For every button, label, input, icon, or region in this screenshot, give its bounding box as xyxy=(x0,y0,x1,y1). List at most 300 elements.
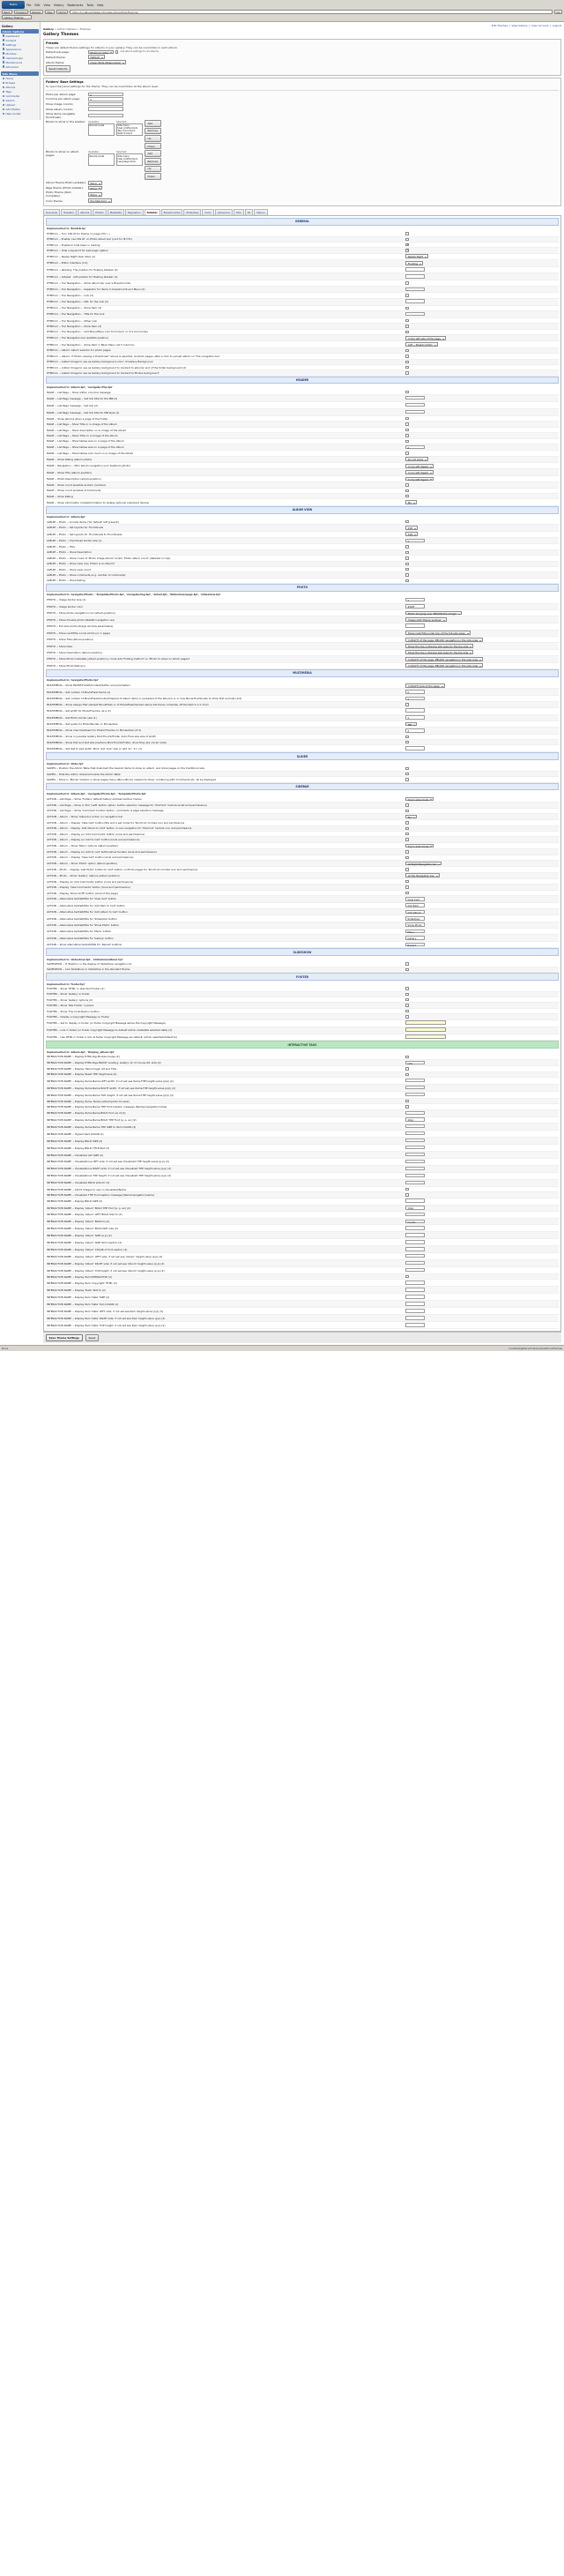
setting-checkbox[interactable] xyxy=(405,551,408,554)
setting-input[interactable] xyxy=(405,410,425,414)
setting-label: FOOTER -- Show 'HTML' in standard Footer (2) xyxy=(46,986,404,991)
setting-label: ACTION -- Alternative text/alt/title for 'Gallery' button xyxy=(46,935,404,941)
tab-headers[interactable]: Headers xyxy=(61,209,77,215)
setting-checkbox[interactable] xyxy=(405,987,408,989)
move-block-up-button[interactable]: Up xyxy=(145,135,161,142)
setting-checkbox[interactable] xyxy=(405,868,408,870)
setting-input[interactable] xyxy=(405,1316,425,1320)
tab-albums[interactable]: Albums xyxy=(78,209,92,215)
sidebar-item-label: Home xyxy=(5,76,14,80)
setting-input[interactable]: 1 xyxy=(405,598,425,602)
setting-checkbox[interactable] xyxy=(405,573,408,576)
setting-checkbox[interactable] xyxy=(405,325,408,327)
setting-input[interactable] xyxy=(405,1198,425,1203)
top-links[interactable]: Edit Themes | View Gallery | User Account | Logout xyxy=(491,24,561,27)
setting-input[interactable]: Show Photo xyxy=(405,922,425,927)
album-theme-photo-select[interactable]: None xyxy=(88,181,102,185)
setting-checkbox[interactable] xyxy=(405,773,408,775)
setting-checkbox[interactable] xyxy=(405,1067,408,1070)
setting-checkbox[interactable] xyxy=(405,810,408,812)
setting-input[interactable] xyxy=(405,1226,425,1230)
save-theme-settings-button[interactable]: Save Theme Settings xyxy=(46,1334,83,1341)
setting-label: HTMfrom -- Tier Navigation -- Show Item (2) xyxy=(46,305,404,310)
setting-input[interactable] xyxy=(405,1281,425,1285)
setting-checkbox[interactable] xyxy=(405,319,408,322)
setting-checkbox[interactable] xyxy=(405,429,408,431)
setting-select[interactable]: In my left digest xyxy=(405,470,433,474)
setting-checkbox[interactable] xyxy=(405,520,408,523)
setting-input[interactable]: Center xyxy=(405,1220,425,1224)
setting-select[interactable]: In the left side of the page xyxy=(405,336,446,340)
setting-checkbox[interactable] xyxy=(405,885,408,888)
setting-input[interactable] xyxy=(405,1240,425,1244)
setting-select[interactable]: No xyxy=(405,500,416,504)
setting-select[interactable]: In my left digest xyxy=(405,464,433,468)
setting-checkbox[interactable] xyxy=(405,821,408,824)
setting-label: ALBUM -- Photo -- Title xyxy=(46,544,404,549)
bullet-icon xyxy=(3,82,5,85)
bullet-icon xyxy=(3,78,5,80)
list-item[interactable]: Recent posts xyxy=(89,124,105,128)
setting-input[interactable] xyxy=(405,1139,425,1143)
color-theme-select[interactable]: Pre-Standard xyxy=(88,198,112,203)
setting-input[interactable] xyxy=(405,1034,446,1039)
setting-input[interactable]: side xyxy=(405,1061,425,1065)
setting-input[interactable]: Add Item xyxy=(405,903,425,907)
setting-checkbox[interactable] xyxy=(405,741,408,743)
settings-row xyxy=(46,1138,559,1145)
menu-file[interactable]: File xyxy=(26,3,32,7)
default-subpage-select[interactable]: Photo (or side) xyxy=(88,50,114,55)
setting-control-cell xyxy=(404,1211,559,1218)
setting-input[interactable]: #DDF xyxy=(405,604,425,609)
setting-checkbox[interactable] xyxy=(405,422,408,425)
field-label: Show image column: xyxy=(46,102,74,107)
home-icon[interactable]: Home xyxy=(56,10,68,14)
setting-checkbox[interactable] xyxy=(405,1105,408,1108)
setting-input[interactable] xyxy=(405,1020,446,1025)
settings-row xyxy=(46,860,559,866)
base-settings-panel xyxy=(43,78,561,207)
menu-view[interactable]: View xyxy=(43,3,51,7)
photo-per-album-page-input[interactable]: 9 xyxy=(88,93,123,97)
columns-per-album-page-input[interactable]: 3 xyxy=(88,97,123,101)
sidebar-head-site: Site Menu xyxy=(1,71,39,76)
setting-checkbox[interactable] xyxy=(405,827,408,830)
settings-row xyxy=(46,456,559,462)
setting-checkbox[interactable] xyxy=(405,563,408,565)
setting-checkbox[interactable] xyxy=(405,1193,408,1196)
setting-input[interactable] xyxy=(405,1131,425,1136)
setting-input[interactable] xyxy=(405,274,425,279)
tab-pagination[interactable]: Pagination xyxy=(125,209,144,215)
sidebar-item-label: Modules xyxy=(5,51,17,56)
setting-checkbox[interactable] xyxy=(405,838,408,840)
setting-input[interactable] xyxy=(405,623,425,628)
setting-input[interactable] xyxy=(405,396,425,400)
menu-bookmarks[interactable]: Bookmarks xyxy=(67,3,84,7)
setting-input[interactable]: 1 xyxy=(405,715,425,720)
setting-input[interactable] xyxy=(405,1111,425,1116)
bullet-icon xyxy=(3,43,5,46)
setting-control-cell xyxy=(404,469,559,475)
setting-checkbox[interactable] xyxy=(405,1015,408,1018)
setting-checkbox[interactable] xyxy=(405,1275,408,1278)
setting-input[interactable]: Add Album xyxy=(405,910,425,915)
menu-help[interactable]: Help xyxy=(97,3,104,7)
move-album-block-down-button[interactable]: Down xyxy=(145,173,161,180)
setting-checkbox[interactable] xyxy=(405,483,408,486)
list-item[interactable]: Site menu xyxy=(117,154,130,158)
setting-input[interactable] xyxy=(405,1323,425,1327)
page-body xyxy=(0,22,564,1345)
setting-label: INTERACTIVE-NAME -- Display Items-Name RIGHT width: if not set see Items-THE height-value (p/p) (2) xyxy=(46,1085,404,1092)
setting-control-cell xyxy=(404,662,559,668)
setting-select[interactable]: Show the top in-the-top site area for the top side xyxy=(405,650,473,654)
setting-input[interactable] xyxy=(405,1027,446,1032)
settings-row xyxy=(46,929,559,935)
setting-checkbox[interactable] xyxy=(405,998,408,1001)
address-bar[interactable]: http://localhost/gallery3/index.php/admin/themes xyxy=(70,10,553,14)
settings-row xyxy=(46,531,559,537)
setting-label: HTMfrom -- Tier Navigation -- Separator for items in breadcrumb and Menu (2) xyxy=(46,286,404,292)
setting-checkbox[interactable] xyxy=(405,968,408,971)
browser-tab[interactable]: Gallery Themes xyxy=(2,15,32,19)
setting-input[interactable]: 1 xyxy=(405,697,425,701)
setting-input[interactable]: Slideshow xyxy=(405,916,425,921)
tab-breadcrumbs[interactable]: Breadcrumbs xyxy=(161,209,183,215)
setting-input[interactable]: View Cart xyxy=(405,897,425,901)
setting-checkbox[interactable] xyxy=(405,579,408,582)
setting-select[interactable]: Resize Right xyxy=(405,254,428,258)
setting-checkbox[interactable] xyxy=(405,238,408,241)
section-implemented-note: Implemented in 'slideshow.tpl', 'slideshow/album.tpl' xyxy=(47,957,123,961)
setting-select[interactable]: top in side mode xyxy=(405,797,434,802)
show-album-column-input[interactable] xyxy=(88,107,123,111)
setting-checkbox[interactable] xyxy=(405,294,408,296)
settings-table xyxy=(46,597,559,669)
setting-select[interactable]: No xyxy=(405,815,416,819)
row-album-theme-photo xyxy=(46,181,559,185)
menu-edit[interactable]: Edit xyxy=(34,3,41,7)
tab-menus[interactable]: Menus xyxy=(254,209,267,215)
section-implemented-note: Implemented in 'album.tpl', 'navigate/Photo.tpl', 'Template/Photo.tpl' xyxy=(47,792,147,796)
setting-label: MAGE -- Show albums when a page of the Folder xyxy=(46,416,404,422)
setting-label: MAGE -- List Page -- Show tables size on in-page of the Album xyxy=(46,438,404,444)
setting-control-cell xyxy=(404,253,559,259)
setting-checkbox[interactable] xyxy=(405,545,408,548)
setting-select[interactable]: Photo bringing over 'BELOW the image' xyxy=(405,611,462,616)
setting-checkbox[interactable] xyxy=(405,1010,408,1012)
setting-input[interactable] xyxy=(405,1160,425,1164)
list-item[interactable]: Language block xyxy=(117,160,137,163)
setting-checkbox[interactable] xyxy=(405,249,408,251)
setting-label: MAGE -- List Page message -- Set link title for MB style (2) xyxy=(46,409,404,416)
setting-checkbox[interactable] xyxy=(405,232,408,235)
tab-alt[interactable]: Alt xyxy=(245,209,254,215)
setting-select[interactable]: 100 xyxy=(405,526,418,530)
selected-album-blocks-list[interactable] xyxy=(116,153,143,166)
settings-row xyxy=(46,872,559,878)
setting-input[interactable] xyxy=(405,1295,425,1299)
setting-checkbox[interactable] xyxy=(405,440,408,443)
setting-input[interactable]: Menu xyxy=(405,930,425,934)
setting-input[interactable]: Gallery xyxy=(405,936,425,940)
settings-row xyxy=(46,915,559,922)
setting-select[interactable]: In my left digest xyxy=(405,477,433,482)
setting-select[interactable]: Left -- Breadcrumbs xyxy=(405,342,437,347)
sidebar-item-help-center[interactable] xyxy=(1,111,39,116)
setting-select[interactable]: at Top Navigation bar xyxy=(405,873,439,877)
setting-select[interactable]: In RIGHT of the page, BELOW navigation in the side area xyxy=(405,663,483,668)
setting-checkbox[interactable] xyxy=(405,1100,408,1102)
setting-select[interactable]: Image with 'Popup window' xyxy=(405,617,447,622)
setting-label: FOOTER -- Show 'The Contribution' button xyxy=(46,1008,404,1013)
remove-album-block-button[interactable]: Remove xyxy=(145,158,161,165)
setting-checkbox[interactable] xyxy=(405,833,408,835)
setting-checkbox[interactable] xyxy=(405,281,408,284)
setting-input[interactable]: Reload xyxy=(405,943,425,947)
setting-checkbox[interactable] xyxy=(405,417,408,420)
list-item[interactable]: Site menu xyxy=(117,124,130,128)
setting-control-cell xyxy=(404,456,559,462)
setting-control-cell xyxy=(404,1124,559,1131)
setting-label: PHOTO -- Show Photo metadata (album-position) / must add 'Folding method' on 'Photo' to show on which pages? xyxy=(46,656,404,662)
setting-checkbox[interactable] xyxy=(405,856,408,859)
browser-menubar[interactable] xyxy=(26,4,103,7)
tab-slideshow[interactable]: Slideshow xyxy=(183,209,201,215)
setting-label: PHOTO -- Show full-size photo (WebKit navigation css) xyxy=(46,616,404,623)
setting-label: MAGE -- List Page message -- Set link (2) xyxy=(46,402,404,409)
setting-checkbox[interactable] xyxy=(405,489,408,492)
setting-checkbox[interactable] xyxy=(405,778,408,780)
setting-select[interactable]: Show the top in-the-top site area for the top side xyxy=(405,644,473,648)
page-theme-photo-sidebar-select[interactable]: None xyxy=(88,186,102,190)
tab-color[interactable]: Color xyxy=(202,209,213,215)
setting-checkbox[interactable] xyxy=(405,355,408,357)
album-theme-select[interactable]: Clean Wide (Responsive) xyxy=(88,60,126,64)
setting-input[interactable] xyxy=(405,1086,425,1090)
list-item[interactable]: Recent posts xyxy=(89,154,105,158)
tab-title[interactable]: Title xyxy=(234,209,244,215)
show-nav-thumbnails-input[interactable] xyxy=(88,114,123,118)
setting-input[interactable]: 2 xyxy=(405,728,425,733)
menu-history[interactable]: History xyxy=(54,3,64,7)
setting-select[interactable]: Show next/Title under top of the full-size page xyxy=(405,631,470,635)
setting-checkbox[interactable] xyxy=(405,371,408,374)
setting-checkbox[interactable] xyxy=(405,767,408,770)
go-button[interactable]: Go xyxy=(554,10,562,14)
setting-checkbox[interactable] xyxy=(405,993,408,996)
setting-checkbox[interactable] xyxy=(405,331,408,333)
tab-advanced[interactable]: Advanced xyxy=(215,209,233,215)
setting-input[interactable] xyxy=(405,1268,425,1273)
move-block-down-button[interactable]: Down xyxy=(145,143,161,150)
setting-label: ALBUM -- Photo -- Thumbnail border size (1) xyxy=(46,538,404,544)
setting-input[interactable] xyxy=(405,312,425,317)
setting-input[interactable] xyxy=(405,1213,425,1217)
setting-control-cell xyxy=(404,286,559,292)
setting-input[interactable] xyxy=(405,1167,425,1171)
section-band: MULTIMEDIA xyxy=(46,669,559,677)
setting-input[interactable]: 16px xyxy=(405,1117,425,1122)
setting-checkbox[interactable] xyxy=(405,349,408,352)
settings-tabs[interactable] xyxy=(43,209,561,215)
setting-select[interactable]: 100 xyxy=(405,532,418,536)
setting-input[interactable] xyxy=(405,1174,425,1178)
setting-input[interactable] xyxy=(405,1309,425,1313)
setting-input[interactable] xyxy=(405,1254,425,1258)
setting-checkbox[interactable] xyxy=(405,962,408,965)
setting-input[interactable] xyxy=(405,1288,425,1292)
settings-row xyxy=(46,286,559,292)
status-url: localhost/gallery3/index.php/admin/themes xyxy=(508,1346,562,1350)
tab-sidebar[interactable]: Sidebar xyxy=(145,209,160,215)
setting-input[interactable]: 2 xyxy=(405,445,425,450)
setting-input[interactable]: / xyxy=(405,287,425,292)
setting-label: MAGE -- Show count possible of Comments xyxy=(46,488,404,493)
stop-icon[interactable]: Stop xyxy=(45,10,55,14)
show-image-column-input[interactable] xyxy=(88,102,123,107)
reload-icon[interactable]: Reload xyxy=(30,10,43,14)
reset-button[interactable]: Reset xyxy=(85,1334,99,1341)
setting-select[interactable]: Do not show xyxy=(405,457,428,461)
setting-select[interactable]: In RIGHT of the page, BELOW navigation in the side area xyxy=(405,657,483,661)
setting-select[interactable]: at Right Navigation bar xyxy=(405,862,442,866)
setting-input[interactable] xyxy=(405,267,425,272)
forward-button[interactable]: Forward xyxy=(14,10,28,14)
sidebar-block-site xyxy=(1,71,39,116)
setting-label: HTMfrom -- Editor Interface (3.2) xyxy=(46,260,404,266)
setting-checkbox[interactable] xyxy=(405,366,408,369)
settings-row xyxy=(46,1301,559,1308)
setting-checkbox[interactable] xyxy=(405,892,408,894)
setting-select[interactable]: MB xyxy=(405,722,417,727)
setting-checkbox[interactable] xyxy=(405,243,408,246)
setting-label: INTERACTIVE-NAME -- Display Items-Name TOP height: if not set see Items-THE height-value (p/p) (2) xyxy=(46,1092,404,1099)
row-sidebar-blocks xyxy=(46,120,559,149)
preset-row-default-theme xyxy=(46,55,559,59)
setting-select[interactable]: In RIGHT of the page, BELOW navigation in the side area xyxy=(405,638,483,642)
setting-checkbox[interactable] xyxy=(405,803,408,806)
setting-input[interactable] xyxy=(405,1079,425,1083)
setting-control-cell xyxy=(404,908,559,915)
list-item[interactable]: Search block xyxy=(117,132,133,136)
setting-checkbox[interactable] xyxy=(405,495,408,497)
tab-photos[interactable]: Photos xyxy=(93,209,106,215)
sidebar-item-advanced[interactable] xyxy=(1,64,39,69)
setting-input[interactable] xyxy=(405,708,425,713)
setting-input[interactable]: 1 xyxy=(405,539,425,543)
photo-theme-item-complete-select[interactable]: None xyxy=(88,192,102,197)
setting-checkbox[interactable] xyxy=(405,452,408,454)
setting-select[interactable]: Floating xyxy=(405,261,423,265)
add-block-button[interactable]: Add xyxy=(145,120,161,127)
setting-checkbox[interactable] xyxy=(405,850,408,853)
row-page-theme-photo-sidebar xyxy=(46,186,559,190)
setting-checkbox[interactable] xyxy=(405,880,408,883)
link-user-account[interactable]: User Account xyxy=(531,24,549,27)
setting-input[interactable]: 0 xyxy=(405,690,425,694)
setting-control-cell xyxy=(404,1232,559,1239)
setting-input[interactable] xyxy=(405,1124,425,1129)
preset-row-reset xyxy=(46,65,559,72)
setting-input[interactable] xyxy=(405,1302,425,1306)
setting-control-cell xyxy=(404,745,559,752)
setting-input[interactable] xyxy=(405,1181,425,1185)
setting-input[interactable] xyxy=(405,1261,425,1266)
available-album-blocks-list[interactable] xyxy=(88,153,115,166)
setting-checkbox[interactable] xyxy=(405,556,408,559)
setting-control-cell xyxy=(404,1225,559,1232)
list-item[interactable]: User profile block xyxy=(117,157,138,161)
setting-input[interactable]: 14px xyxy=(405,1206,425,1210)
setting-input[interactable] xyxy=(405,1247,425,1251)
reset-defaults-button[interactable]: Reset Defaults xyxy=(46,65,70,72)
default-theme-select[interactable]: Default xyxy=(88,55,105,59)
tab-overview[interactable]: Overview xyxy=(43,209,60,215)
setting-control-cell xyxy=(404,531,559,537)
setting-control-cell xyxy=(404,689,559,695)
presets-heading: Presets xyxy=(46,41,59,45)
setting-checkbox[interactable] xyxy=(405,1188,408,1191)
sidebar-item-label: Maintenance xyxy=(5,60,23,64)
settings-row xyxy=(46,813,559,819)
link-edit-themes[interactable]: Edit Themes xyxy=(491,24,508,27)
link-logout[interactable]: Logout xyxy=(553,24,561,27)
setting-checkbox[interactable] xyxy=(405,361,408,363)
setting-checkbox[interactable] xyxy=(405,391,408,393)
setting-checkbox[interactable] xyxy=(405,703,408,706)
list-item[interactable]: Tag cloud block xyxy=(117,130,136,133)
link-view-gallery[interactable]: View Gallery xyxy=(511,24,528,27)
list-item[interactable]: User profile block xyxy=(117,127,138,131)
setting-input[interactable] xyxy=(405,299,425,303)
setting-label: ALBUM -- Photo -- Show count of 'Photo image album' and/or 'Photo album count' (detailed on top) xyxy=(46,556,404,561)
setting-checkbox[interactable] xyxy=(405,1073,408,1076)
setting-input[interactable] xyxy=(405,1153,425,1157)
setting-select[interactable]: In RIGHT side of the page xyxy=(405,683,444,688)
setting-input[interactable] xyxy=(405,746,425,750)
move-album-block-up-button[interactable]: Up xyxy=(145,166,161,173)
sidebar-item-label: Comments xyxy=(5,93,20,98)
settings-row xyxy=(46,1198,559,1205)
setting-input[interactable] xyxy=(405,1093,425,1097)
setting-label: HTMfrom -- Padding: The position for floating Sidebar (2) xyxy=(46,266,404,273)
setting-control-cell xyxy=(404,578,559,583)
setting-checkbox[interactable] xyxy=(405,735,408,738)
setting-checkbox[interactable] xyxy=(405,1056,408,1058)
setting-checkbox[interactable] xyxy=(405,434,408,437)
setting-checkbox[interactable] xyxy=(405,1004,408,1006)
back-button[interactable]: Back xyxy=(2,10,12,14)
setting-input[interactable] xyxy=(405,1146,425,1150)
setting-label: ACTION -- Album -- Display an 'Add to Cart' button (local and permissions) xyxy=(46,837,404,842)
setting-input[interactable] xyxy=(405,1233,425,1237)
setting-checkbox[interactable] xyxy=(405,568,408,571)
section-band: GENERAL xyxy=(46,218,559,226)
use-album-settings-checkbox[interactable] xyxy=(115,50,118,53)
tab-metadata[interactable]: Metadata xyxy=(108,209,124,215)
add-album-block-button[interactable]: Add xyxy=(145,150,161,157)
menu-tools[interactable]: Tools xyxy=(86,3,94,7)
remove-block-button[interactable]: Remove xyxy=(145,128,161,135)
settings-row xyxy=(46,1205,559,1211)
setting-checkbox[interactable] xyxy=(405,307,408,310)
section-implemented-note: Implemented in 'slide.tpl' xyxy=(47,761,84,765)
setting-select[interactable]: top in side mode xyxy=(405,844,434,848)
setting-input[interactable] xyxy=(405,403,425,407)
